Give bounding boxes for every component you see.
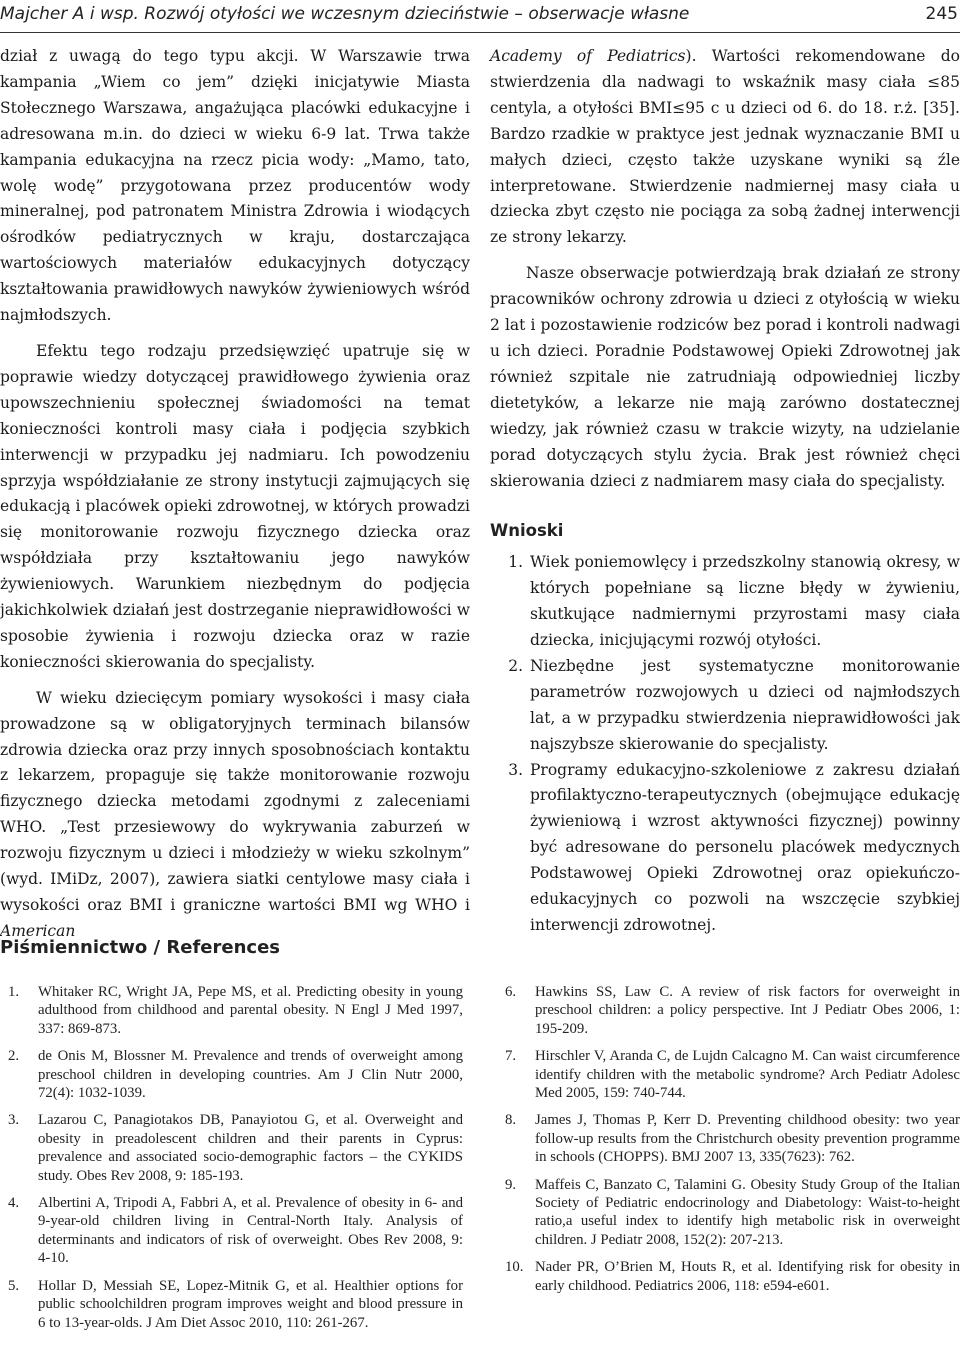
italic-text: Academy of Pediatrics [490,47,686,65]
paragraph-text: W wieku dziecięcym pomiary wysokości i masy ciała prowadzone są w obligatoryjnych terminach bilansów zdrowia dziecka oraz przy innych sposobnościach kontaktu z lekarzem, propaguje się także monitorowanie rozwoju fizycznego dziecka metodami zgodnymi z zaleceniami WHO. „Test przesiewowy do wykrywania zaburzeń w rozwoju fizycznym u dzieci i młodzieży w wieku szkolnym” (wyd. IMiDz, 2007), zawiera siatki centylowe masy ciała i wysokości oraz BMI i graniczne wartości BMI wg WHO i [0,688,470,914]
paragraph: Nasze obserwacje potwierdzają brak działań ze strony pracowników ochrony zdrowia u dzieci z otyłością w wieku 2 lat i pozostawienie rodziców bez porad i kontroli nadwagi u ich dzieci. Poradnie Podstawowej Opieki Zdrowotnej jak również szpitale nie zatrudniają odpowiedniej liczby dietetyków, a lekarze nie mają zarówno dostatecznej wiedzy, jak również czasu w trakcie wizyty, na udzielanie porad dotyczących stylu życia. Brak jest również chęci skierowania dzieci z nadmiarem masy ciała do specjalisty. [490,264,960,490]
reference-number: 6. [505,984,517,1000]
conclusion-item: 2. Niezbędne jest systematyczne monitorowanie parametrów rozwojowych u dzieci od najmłodszych lat, a w przypadku stwierdzenia nieprawidłowości jak najszybsze skierowanie do specjalisty. [528,654,960,758]
reference-number: 1. [8,984,20,1000]
right-column [490,44,960,939]
reference-number: 4. [8,1195,20,1212]
paragraph-text: ). Wartości rekomendowane do stwierdzenia dla nadwagi to wskaźnik masy ciała ≤85 centyla, a otyłości BMI≤95 c u dzieci od 6. do 18. r.ż. [35]. Bardzo rzadkie w praktyce jest jednak wyznaczanie BMI u małych dzieci, często także uzyskane wyniki są źle interpretowane. Stwierdzenie nadmiernej masy ciała u dziecka zbyt często nie pociąga za sobą żadnej interwencji ze strony lekarzy. [490,47,960,247]
references-column-right [505,983,960,1304]
references-column-left [8,983,463,1341]
paragraph [490,44,960,251]
reference-text: Hollar D, Messiah SE, Lopez-Mitnik G, et al. Healthier options for public schoolchildren program improves weight and blood pressure in 6 to 13-year-olds. J Am Diet Assoc 2010, 110: 261-267. [38,1277,463,1331]
italic-text: American [0,921,76,940]
reference-item [505,1258,960,1295]
conclusion-item: 3. Programy edukacyjno-szkoleniowe z zakresu działań profilaktyczno-terapeutycznych (obejmujące edukację żywieniową i wzrost aktywności fizycznej) powinny być adresowane do personelu placówek medycznych Podstawowej Opieki Zdrowotnej oraz opiekuńczo-edukacyjnych co pozwoli na wszczęcie szybkiej interwencji zdrowotnej. [528,758,960,939]
reference-item [8,1194,463,1268]
left-column [0,44,470,945]
reference-item [8,1047,463,1102]
paragraph: Efektu tego rodzaju przedsięwzięć upatruje się w poprawie wiedzy dotyczącej prawidłowego żywienia oraz upowszechnieniu społecznej świadomości na temat konieczności kontroli masy ciała i podjęcia szybkich interwencji w przypadku jej nadmiaru. Ich powodzeniu sprzyja współdziałanie ze strony instytucji zajmujących się edukacją i placówek opieki zdrowotnej, w których prowadzi się monitorowanie rozwoju fizycznego dziecka oraz współdziała przy kształtowaniu jego nawyków żywieniowych. Warunkiem niezbędnym do podjęcia jakichkolwiek działań jest dostrzeganie nieprawidłowości w sposobie żywienia i rozwoju dziecka oraz w razie konieczności skierowania do specjalisty. [0,341,470,671]
conclusion-item: 1. Wiek poniemowlęcy i przedszkolny stanowią okresy, w których popełniane są liczne błędy w żywieniu, skutkujące nadmiernymi przyrostami masy ciała dziecka, inicjującymi rozwój otyłości. [528,550,960,654]
reference-text: Whitaker RC, Wright JA, Pepe MS, et al. Predicting obesity in young adulthood from childhood and parental obesity. N Engl J Med 1997, 337: 869-873. [38,984,463,1037]
reference-item [8,983,463,1038]
reference-number: 7. [505,1048,517,1065]
reference-number: 9. [505,1176,517,1193]
paragraph: dział z uwagą do tego typu akcji. W Warszawie trwa kampania „Wiem co jem” dzięki inicjatywie Miasta Stołecznego Warszawa, angażująca placówki edukacyjne i adresowana m.in. do dzieci w wieku 6-9 lat. Trwa także kampania edukacyjna na rzecz picia wody: „Mamo, tato, wolę wodę” przygotowana przez producentów wody mineralnej, pod patronatem Ministra Zdrowia i wiodących ośrodków pediatrycznych w kraju, dostarczająca wartościowych materiałów edukacyjnych dotyczący kształtowania prawidłowych nawyków żywieniowych wśród najmłodszych. [0,47,470,325]
reference-text: Nader PR, O’Brien M, Houts R, et al. Identifying risk for obesity in early childhood. Pediatrics 2006, 118: e594-e601. [535,1259,960,1294]
reference-text: James J, Thomas P, Kerr D. Preventing childhood obesity: two year follow-up results from the Christchurch obesity prevention programme in schools (CHOPPS). BMJ 2007 13, 335(7623): 762. [535,1112,960,1166]
reference-item [505,1176,960,1250]
references-heading: Piśmiennictwo / References [0,937,280,958]
page-number: 245 [925,4,958,24]
conclusions-heading: Wnioski [490,521,564,541]
paragraph [0,686,470,945]
reference-text: Maffeis C, Banzato C, Talamini G. Obesity Study Group of the Italian Society of Pediatric endocrinology and Diabetology: Waist-to-height ratio,a useful index to identify high metabolic risk in overweight children. J Pediatr 2008, 152(2): 207-213. [535,1176,960,1248]
reference-text: Hawkins SS, Law C. A review of risk factors for overweight in preschool children: a policy perspective. Int J Pediatr Obes 2006, 1: 195-209. [535,984,960,1037]
reference-number: 8. [505,1112,517,1129]
reference-item [505,1047,960,1102]
reference-text: de Onis M, Blossner M. Prevalence and trends of overweight among preschool children in developing countries. Am J Clin Nutr 2000, 72(4): 1032-1039. [38,1048,463,1102]
reference-number: 10. [505,1259,524,1276]
reference-item [505,983,960,1038]
reference-number: 5. [8,1277,20,1294]
reference-text: Lazarou C, Panagiotakos DB, Panayiotou G, et al. Overweight and obesity in preadolescent children and their parents in Cyprus: prevalence and associated socio-demographic factors – the CYKIDS study. Obes Rev 2008, 9: 185-193. [38,1112,463,1184]
reference-text: Albertini A, Tripodi A, Fabbri A, et al. Prevalence of obesity in 6- and 9-year-old children living in Central-North Italy. Analysis of determinants and indicators of risk of overweight. Obes Rev 2008, 9: 4-10. [38,1195,463,1267]
reference-text: Hirschler V, Aranda C, de Lujdn Calcagno M. Can waist circumference identify children with the metabolic syndrome? Arch Pediatr Adolesc Med 2005, 159: 740-744. [535,1048,960,1102]
running-header [0,0,960,32]
reference-item [8,1111,463,1185]
reference-item [8,1277,463,1332]
running-title: Majcher A i wsp. Rozwój otyłości we wczesnym dzieciństwie – obserwacje własne [0,4,690,24]
reference-number: 3. [8,1112,20,1129]
conclusions-list [490,550,960,939]
header-rule [0,32,960,33]
reference-item [505,1111,960,1166]
reference-number: 2. [8,1048,20,1065]
